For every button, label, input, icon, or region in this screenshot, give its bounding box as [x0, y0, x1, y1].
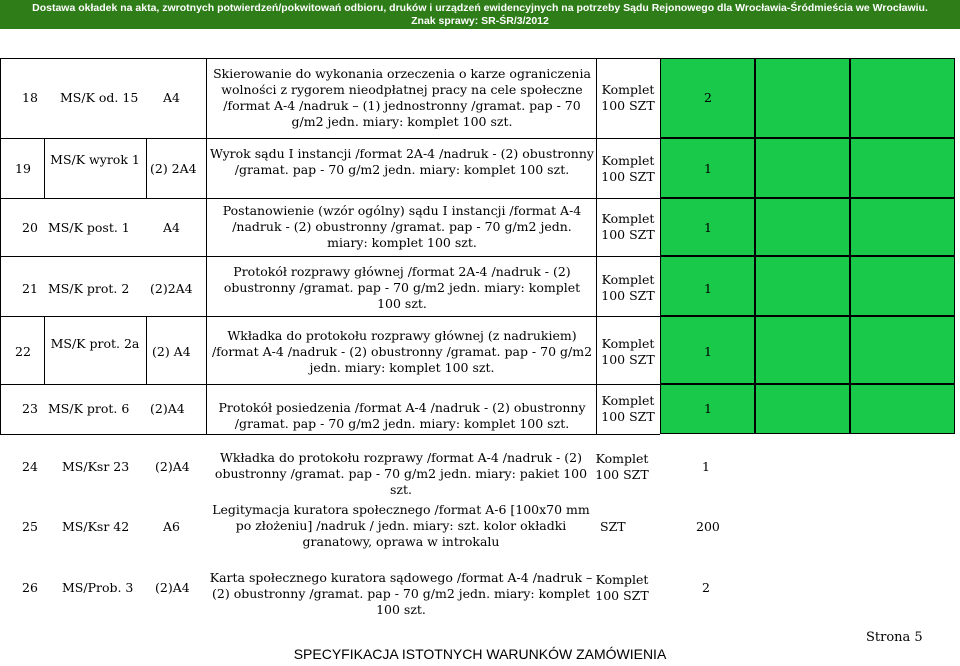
- row-unit: Komplet 100 SZT: [601, 82, 655, 113]
- row-symbol: MS/K prot. 6: [48, 401, 130, 416]
- row-description: Wkładka do protokołu rozprawy głównej (z nadrukiem) /format A-4 /nadruk - (2) obustronny /gramat. pap - 70 g/m2 jedn. miary: komplet 100 szt.: [211, 328, 593, 375]
- row-description: Skierowanie do wykonania orzeczenia o karze ograniczenia wolności z rygorem nieodpłatnej pracy na cele społeczne /format A-4 /nadruk – (1) jednostronny /gramat. pap - 70 g/m2 jedn. miary: komplet 100 szt.: [213, 66, 591, 129]
- row-quantity: 1: [704, 161, 712, 176]
- row-format: (2)A4: [155, 580, 190, 595]
- row-number: 26: [22, 580, 38, 595]
- row-description: Wyrok sądu I instancji /format 2A-4 /nadruk - (2) obustronny /gramat. pap - 70 g/m2 jedn. miary: komplet 100 szt.: [210, 146, 594, 177]
- row-description: Karta społecznego kuratora sądowego /format A-4 /nadruk – (2) obustronny /gramat. pap - 70 g/m2 jedn. miary: komplet 100 szt.: [209, 570, 593, 617]
- row-description: Protokół posiedzenia /format A-4 /nadruk - (2) obustronny /gramat. pap - 70 g/m2 jedn. miary: komplet 100 szt.: [218, 400, 586, 431]
- row-description: Protokół rozprawy głównej /format 2A-4 /nadruk - (2) obustronny /gramat. pap - 70 g/m2 jedn. miary: komplet 100 szt.: [223, 264, 581, 311]
- row-symbol: MS/Prob. 3: [62, 580, 134, 595]
- row-number: 21: [22, 281, 38, 296]
- row-quantity: 1: [704, 281, 712, 296]
- row-format: (2)2A4: [150, 281, 193, 296]
- row-quantity: 1: [704, 401, 712, 416]
- page-number: Strona 5: [866, 630, 923, 645]
- row-number: 18: [22, 90, 38, 105]
- row-description: Postanowienie (wzór ogólny) sądu I instancji /format A-4 /nadruk - (2) obustronny /gramat. pap - 70 g/m2 jedn. miary: komplet 100 szt.: [222, 203, 582, 250]
- row-number: 19: [15, 161, 31, 176]
- row-format: (2)A4: [155, 459, 190, 474]
- row-unit: Komplet 100 SZT: [595, 451, 649, 482]
- row-symbol: MS/Ksr 42: [62, 519, 130, 534]
- row-format: (2)A4: [150, 401, 185, 416]
- row-unit: Komplet 100 SZT: [601, 272, 655, 303]
- row-unit: Komplet 100 SZT: [595, 572, 649, 603]
- row-unit: Komplet 100 SZT: [601, 211, 655, 242]
- row-description: Wkładka do protokołu rozprawy /format A-4 /nadruk - (2) obustronny /gramat. pap - 70 g/m2 jedn. miary: pakiet 100 szt.: [214, 450, 588, 497]
- row-quantity: 1: [704, 344, 712, 359]
- footer-spec-title: SPECYFIKACJA ISTOTNYCH WARUNKÓW ZAMÓWIENIA: [293, 646, 667, 662]
- row-quantity: 2: [704, 90, 712, 105]
- row-format: (2) A4: [152, 344, 191, 359]
- row-number: 22: [15, 344, 31, 359]
- row-symbol: MS/K wyrok 1: [50, 152, 140, 167]
- row-quantity: 200: [696, 519, 720, 534]
- row-quantity: 2: [702, 580, 710, 595]
- row-number: 25: [22, 519, 38, 534]
- row-description: Legitymacja kuratora społecznego /format A-6 [100x70 mm po złożeniu] /nadruk / jedn. miary: szt. kolor okładki granatowy, oprawa w introkalu: [212, 502, 590, 549]
- row-symbol: MS/Ksr 23: [62, 459, 130, 474]
- row-unit: SZT: [600, 519, 626, 534]
- document-header: [0, 0, 960, 29]
- row-symbol: MS/K prot. 2: [48, 281, 130, 296]
- row-number: 23: [22, 401, 38, 416]
- row-number: 20: [22, 220, 38, 235]
- row-format: A4: [163, 220, 180, 235]
- header-title: Dostawa okładek na akta, zwrotnych potwierdzeń/pokwitowań odbioru, druków i urządzeń ewidencyjnych na potrzeby Sądu Rejonowego dla Wrocławia-Śródmieścia we Wrocławiu.: [32, 2, 928, 14]
- row-format: A4: [163, 90, 180, 105]
- row-symbol: MS/K post. 1: [48, 220, 130, 235]
- row-symbol: MS/K prot. 2a: [50, 336, 140, 351]
- row-unit: Komplet 100 SZT: [601, 393, 655, 424]
- row-format: (2) 2A4: [150, 161, 197, 176]
- row-format: A6: [163, 519, 180, 534]
- row-symbol: MS/K od. 15: [60, 90, 139, 105]
- row-number: 24: [22, 459, 38, 474]
- row-quantity: 1: [704, 220, 712, 235]
- row-quantity: 1: [702, 459, 710, 474]
- row-unit: Komplet 100 SZT: [601, 336, 655, 367]
- row-unit: Komplet 100 SZT: [601, 153, 655, 184]
- header-case-number: Znak sprawy: SR-ŚR/3/2012: [411, 15, 549, 27]
